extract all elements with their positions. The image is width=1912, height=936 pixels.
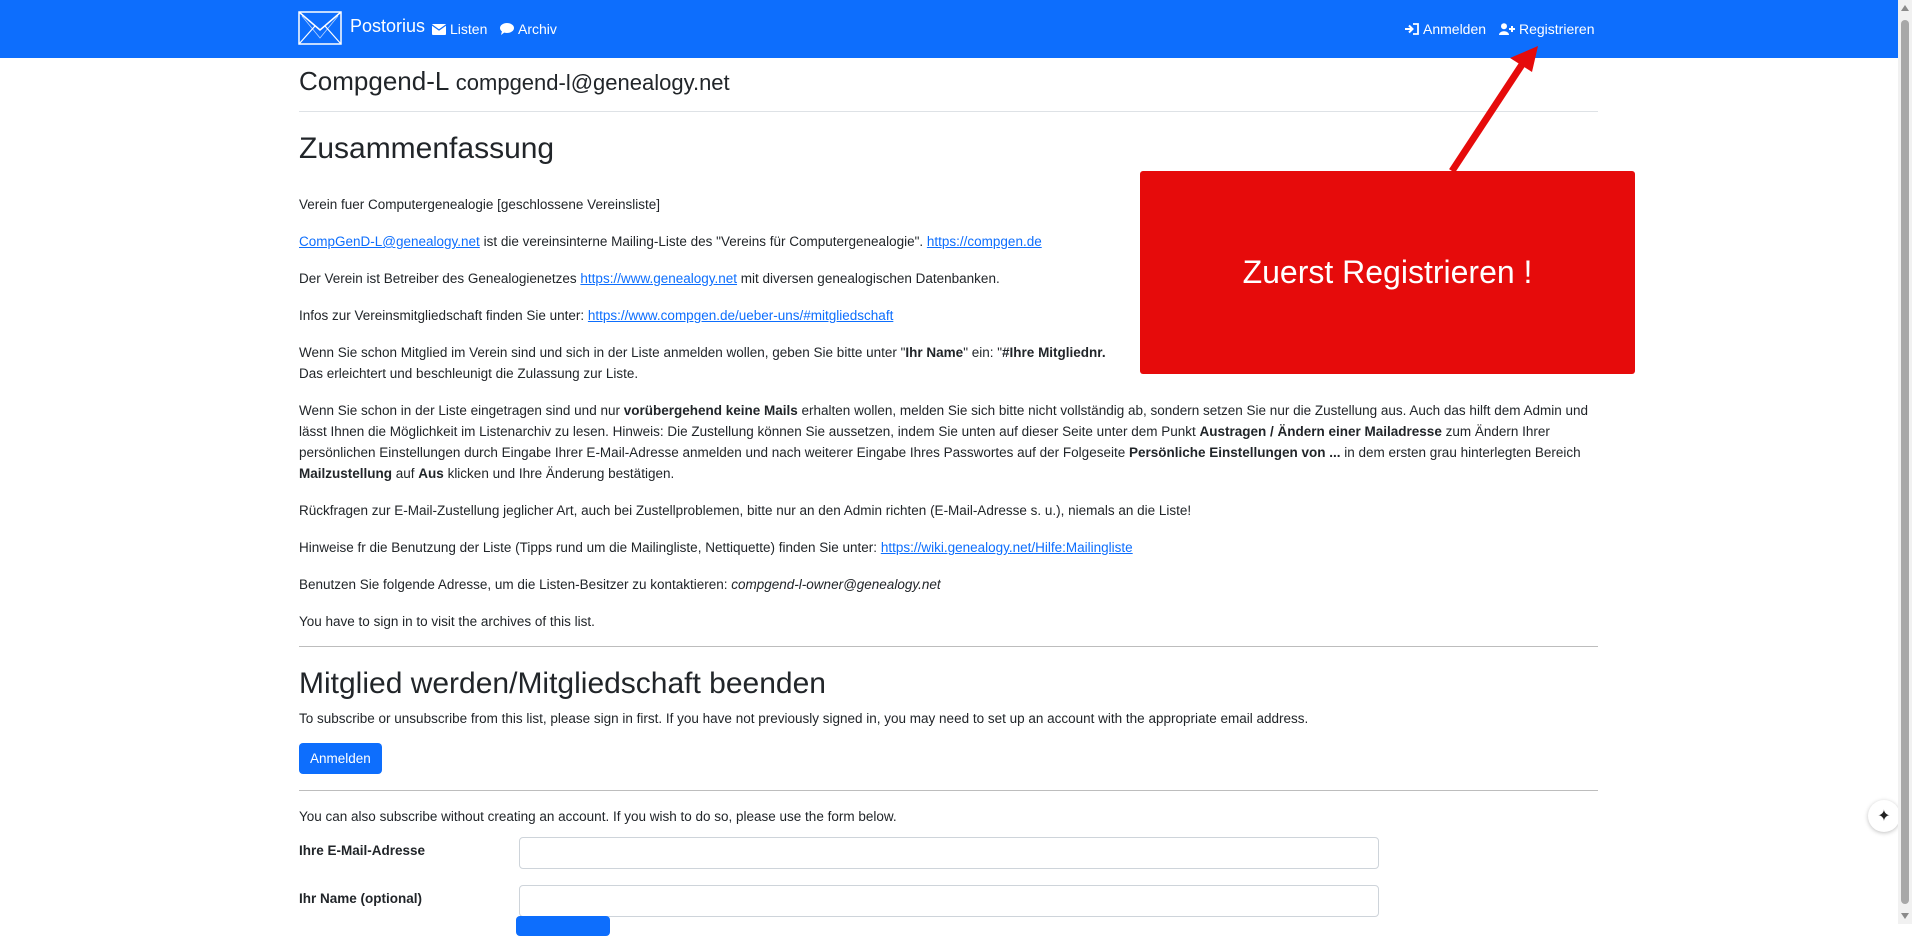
scrollbar[interactable] [1898, 0, 1912, 924]
membership-link[interactable]: https://www.compgen.de/ueber-uns/#mitgliedschaft [587, 308, 894, 323]
list-name: Compgend-L [299, 66, 450, 96]
comment-icon [500, 23, 514, 35]
desc-p8 [299, 537, 1598, 558]
desc-p9 [299, 574, 1598, 595]
desc-p9-text: Benutzen Sie folgende Adresse, um die Listen-Besitzer zu kontaktieren: [299, 577, 732, 592]
name-row [299, 885, 1598, 933]
nav-listen-label: Listen [450, 21, 488, 37]
alt-subscribe-info: You can also subscribe without creating an account. If you wish to do so, please use the form below. [299, 809, 897, 824]
desc-p1: Verein fuer Computergenealogie [geschlossene Vereinsliste] [299, 197, 660, 212]
list-header [299, 58, 1598, 112]
name-label: Ihr Name (optional) [299, 891, 423, 906]
envelope-logo-icon [298, 10, 342, 46]
name-field[interactable] [519, 885, 1379, 917]
desc-p3-text: Der Verein ist Betreiber des Genealogienetzes [299, 271, 581, 286]
desc-p5-d: #Ihre Mitgliednr. [1002, 345, 1106, 360]
compgen-link[interactable]: https://compgen.de [926, 234, 1042, 249]
divider-2 [299, 790, 1598, 791]
desc-p6-d: Austragen / Ändern einer Mailadresse [1199, 424, 1446, 439]
desc-p4-text: Infos zur Vereinsmitgliedschaft finden Sie unter: [299, 308, 588, 323]
brand[interactable] [298, 10, 425, 46]
desc-p7: Rückfragen zur E-Mail-Zustellung jeglicher Art, auch bei Zustellproblemen, bitte nur an den Admin richten (E-Mail-Adresse s. u.), niemals an die Liste! [299, 503, 1192, 518]
sign-in-icon [1405, 23, 1419, 35]
scroll-up-icon[interactable] [1901, 5, 1909, 11]
desc-p6 [299, 400, 1598, 484]
summary-title: Zusammenfassung [299, 132, 555, 165]
desc-p3-text2: mit diversen genealogischen Datenbanken. [737, 271, 1000, 286]
nav-archiv[interactable] [500, 21, 557, 37]
genealogy-link[interactable]: https://www.genealogy.net [580, 271, 738, 286]
desc-p5-a: Wenn Sie schon Mitglied im Verein sind und sich in der Liste anmelden wollen, geben Sie bitte unter " [299, 345, 906, 360]
desc-p5-line2: Das erleichtert und beschleunigt die Zulassung zur Liste. [299, 366, 639, 381]
list-address: compgend-l@genealogy.net [455, 70, 730, 95]
desc-p6-e: zum Ändern Ihrer persönlichen Einstellungen durch Eingabe Ihrer E-Mail-Adresse anmelden und nach weiterer Eingabe Ihres Passwortes auf der Folgeseite [299, 424, 1550, 460]
sparkle-icon[interactable]: ✦ [1868, 800, 1900, 832]
email-field[interactable] [519, 837, 1379, 869]
desc-p6-h: Mailzustellung [299, 466, 396, 481]
desc-p6-k: klicken und Ihre Änderung bestätigen. [447, 466, 675, 481]
brand-name: Postorius [350, 15, 426, 36]
list-email-link[interactable]: CompGenD-L@genealogy.net [299, 234, 480, 249]
top-navbar [0, 0, 1898, 58]
nav-anmelden[interactable] [1405, 21, 1486, 37]
subscribe-button[interactable] [516, 916, 610, 936]
desc-p6-i: auf [395, 466, 419, 481]
wiki-link[interactable]: https://wiki.genealogy.net/Hilfe:Mailingliste [880, 540, 1133, 555]
divider [299, 646, 1598, 647]
desc-p8-text: Hinweise fr die Benutzung der Liste (Tipps rund um die Mailingliste, Nettiquette) finden Sie unter: [299, 540, 881, 555]
nav-archiv-label: Archiv [518, 21, 557, 37]
envelope-icon [432, 24, 446, 35]
desc-p10: You have to sign in to visit the archives of this list. [299, 614, 595, 629]
desc-p6-g: in dem ersten grau hinterlegten Bereich [1344, 445, 1581, 460]
nav-registrieren-label: Registrieren [1519, 21, 1595, 37]
register-callout: Zuerst Registrieren ! [1140, 171, 1635, 374]
desc-p6-f: Persönliche Einstellungen von ... [1128, 445, 1345, 460]
nav-anmelden-label: Anmelden [1423, 21, 1487, 37]
email-row [299, 837, 1598, 885]
desc-p6-c: erhalten wollen, melden Sie sich bitte nicht vollständig ab, sondern setzen Sie nur die Zustellung aus. Auch das hilft dem Admin und lässt Ihnen die Möglichkeit im Listenarchiv zu lesen. Hinweis: Die Zustellung können Sie aussetzen, indem Sie unten auf dieser Seite unter dem Punkt [299, 403, 1588, 439]
membership-info: To subscribe or unsubscribe from this list, please sign in first. If you have not previously signed in, you may need to set up an account with the appropriate email address. [299, 711, 1309, 726]
scroll-down-icon[interactable] [1901, 913, 1909, 919]
owner-email: compgend-l-owner@genealogy.net [731, 577, 941, 592]
scroll-thumb[interactable] [1901, 20, 1909, 904]
membership-title: Mitglied werden/Mitgliedschaft beenden [299, 667, 826, 700]
nav-listen[interactable] [432, 21, 487, 37]
email-label: Ihre E-Mail-Adresse [299, 843, 426, 858]
desc-p6-b: vorübergehend keine Mails [623, 403, 798, 418]
signin-button[interactable]: Anmelden [299, 743, 382, 774]
desc-p6-j: Aus [418, 466, 448, 481]
nav-registrieren[interactable] [1499, 21, 1594, 37]
desc-p5-c: " ein: " [963, 345, 1003, 360]
desc-p2-text: ist die vereinsinterne Mailing-Liste des "Vereins für Computergenealogie". [479, 234, 927, 249]
user-plus-icon [1499, 23, 1515, 35]
desc-p5-b: Ihr Name [905, 345, 964, 360]
desc-p6-a: Wenn Sie schon in der Liste eingetragen sind und nur [299, 403, 624, 418]
